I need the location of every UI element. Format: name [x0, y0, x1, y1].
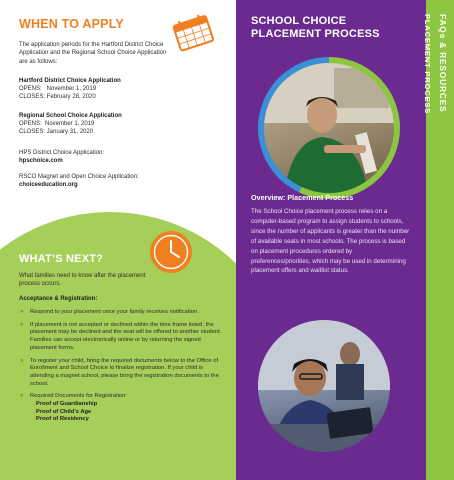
- hartford-opens: OPENS: November 1, 2019: [19, 86, 97, 93]
- tab-label-faqs: FAQs & RESOURCES: [438, 14, 448, 113]
- photo-ring: [258, 57, 400, 199]
- hartford-closes: CLOSES: February 28, 2020: [19, 94, 96, 101]
- bullet-icon: »: [20, 309, 24, 315]
- registration-steps: [19, 309, 224, 429]
- whats-next-heading: WHAT’S NEXT?: [19, 253, 104, 265]
- hps-application: [19, 149, 104, 165]
- tab-label-placement: PLACEMENT PROCESS: [423, 14, 432, 115]
- student-photo: [264, 63, 394, 193]
- apply-intro: The application periods for the Hartford District Choice Application and the Regional School Choice Application are as follows:: [19, 42, 167, 65]
- rsco-label: RSCO Magnet and Open Choice Application:: [19, 174, 139, 180]
- overview-body: The School Choice placement process relies on a computer-based program to assign students to schools, since the number of applicants is greater than the number of available seats in most schools. The process is based on placement procedures ordered by preferences/priorities, which may be used in determining placement offers and waitlist status.: [251, 208, 410, 275]
- calendar-icon: [170, 8, 218, 56]
- acceptance-heading: Acceptance & Registration:: [19, 296, 98, 302]
- regional-title: Regional School Choice Application: [19, 113, 122, 119]
- bullet-icon: »: [20, 321, 24, 328]
- rsco-application: [19, 173, 139, 189]
- hps-link[interactable]: hpschoice.com: [19, 158, 63, 165]
- list-item: » To register your child, bring the required documents below to the Office of Enrollment and School Choice to finalize registration. If your child is attending a magnet school, please bring the registration documents to the school.: [20, 357, 219, 387]
- student-illustration: [264, 63, 394, 193]
- rsco-link[interactable]: choiceeducation.org: [19, 182, 78, 189]
- hps-label: HPS District Choice Application:: [19, 150, 105, 156]
- regional-closes: CLOSES: January 31, 2020: [19, 129, 94, 136]
- students-illustration: [258, 320, 390, 452]
- list-item: » Respond to your placement once your family receives notification.: [20, 309, 199, 315]
- whats-next-intro: What families need to know after the placement process occurs.: [19, 273, 146, 288]
- overview-title: Overview: Placement Process: [251, 193, 354, 202]
- bullet-icon: »: [20, 357, 24, 364]
- when-to-apply-heading: WHEN TO APPLY: [19, 17, 124, 31]
- document-item: Proof of Child’s Age: [36, 408, 92, 415]
- list-item: » Required Documents for Registration: Proof of Guardianship Proof of Child’s Age Proof of Residency: [19, 393, 224, 424]
- regional-opens: OPENS: November 1, 2019: [19, 121, 95, 128]
- hartford-dates: [19, 77, 121, 101]
- clock-icon: [149, 230, 193, 274]
- list-item: » If placement is not accepted or declined within the time frame listed, the placement may be declined and the seat will be offered to another student. Families can accept electronically online or by returning the signed placement forms.: [20, 321, 222, 351]
- bullet-icon: »: [20, 393, 24, 400]
- middle-panel: [236, 0, 426, 480]
- regional-dates: [19, 112, 122, 136]
- hartford-title: Hartford District Choice Application: [19, 78, 121, 84]
- students-photo: [258, 320, 390, 452]
- document-item: Proof of Guardianship: [36, 401, 98, 408]
- placement-process-title: SCHOOL CHOICE PLACEMENT PROCESS: [251, 15, 380, 40]
- document-item: Proof of Residency: [36, 416, 89, 423]
